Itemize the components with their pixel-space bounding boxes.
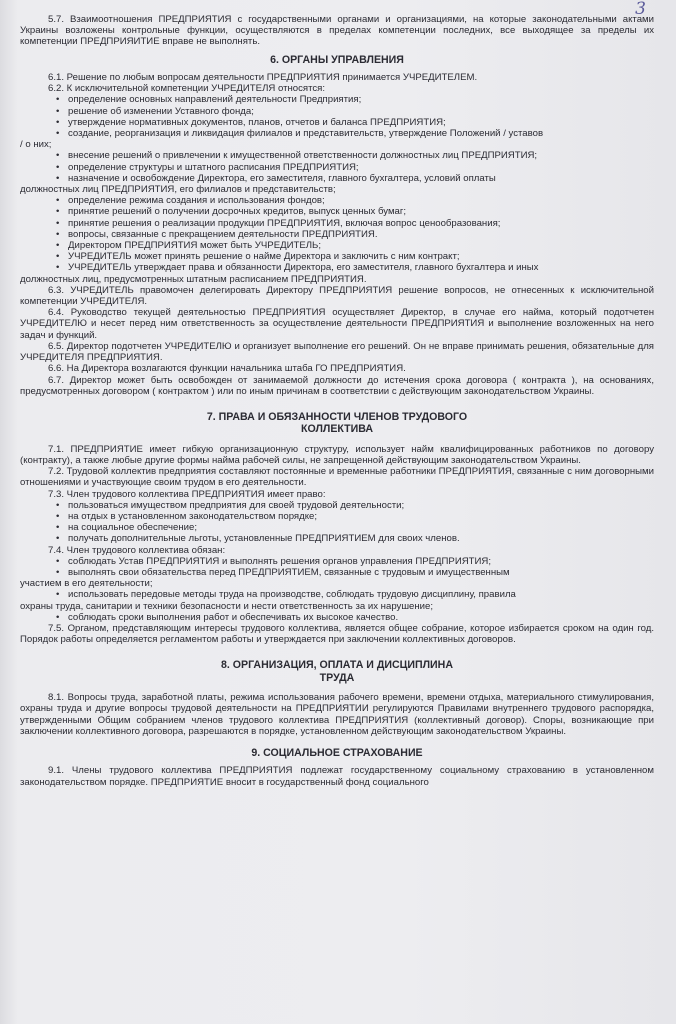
- list-item-continuation: должностных лиц, предусмотренных штатным расписанием ПРЕДПРИЯТИЯ.: [20, 273, 367, 285]
- list-item-continuation: охраны труда, санитарии и техники безопасности и нести ответственность за их нарушение;: [20, 600, 434, 612]
- section-9-heading: 9. СОЦИАЛЬНОЕ СТРАХОВАНИЕ: [251, 747, 423, 759]
- section-6-heading: 6. ОРГАНЫ УПРАВЛЕНИЯ: [270, 53, 404, 66]
- clause-6-4: 6.4. Руководство текущей деятельностью ПРЕДПРИЯТИЯ осуществляет Директор, в случае его найма, который подотчетен УЧРЕДИТЕЛЮ и несет перед ним ответственность за осуществление деятельности ПРЕДПРИЯТИЯ и выполнение возложенных на него задач и функций.: [20, 307, 654, 341]
- member-rights-list: [20, 500, 654, 545]
- section-7-heading-line2: КОЛЛЕКТИВА: [301, 423, 373, 436]
- list-item: • использовать передовые методы труда на производстве, соблюдать трудовую дисциплину, правила: [20, 589, 654, 600]
- list-item: • соблюдать сроки выполнения работ и обеспечивать их высокое качество.: [20, 612, 654, 623]
- clause-9-1: 9.1. Члены трудового коллектива ПРЕДПРИЯТИЯ подлежат государственному социальному страхованию в установленном законодательством порядке. ПРЕДПРИЯТИЕ вносит в государственный фонд социального: [20, 765, 654, 788]
- clause-7-3: 7.3. Член трудового коллектива ПРЕДПРИЯТИЯ имеет право:: [48, 488, 326, 500]
- clause-6-6: 6.6. На Директора возлагаются функции начальника штаба ГО ПРЕДПРИЯТИЯ.: [48, 363, 406, 375]
- list-item: • пользоваться имуществом предприятия для своей трудовой деятельности;: [20, 500, 654, 511]
- clause-7-5: 7.5. Органом, представляющим интересы трудового коллектива, является общее собрание, которое избирается сроком на один год. Порядок работы определяется регламентом работы и утверждается при заключении коллективных договоров.: [20, 622, 654, 646]
- section-7-heading-line1: 7. ПРАВА И ОБЯЗАННОСТИ ЧЛЕНОВ ТРУДОВОГО: [206, 410, 468, 423]
- clause-5-7: 5.7. Взаимоотношения ПРЕДПРИЯТИЯ с государственными органами и организациями, на которые законодательными актами Украины возложены контрольные функции, осуществляются в пределах компетенции последних, все выходящее за пределы их компетенции ПРЕДПРИЯИТИЕ вправе не выполнять.: [20, 14, 654, 48]
- clause-6-2: 6.2. К исключительной компетенции УЧРЕДИТЕЛЯ относятся:: [48, 83, 326, 95]
- clause-8-1: 8.1. Вопросы труда, заработной платы, режима использования рабочего времени, времени отдыха, материального стимулирования, охраны труда и другие вопросы трудовой деятельности на ПРЕДПРИЯТИИ регулируются Правилами внутреннего трудового распорядка, утвержденными Общим собранием членов трудового коллектива ПРЕДПРИЯТИЯ (коллективный договор). Споры, возникающие при заключении коллективного договора, разрешаются в порядке, установленном действующим законодательством Украины.: [20, 692, 654, 737]
- list-item: • выполнять свои обязательства перед ПРЕДПРИЯТИЕМ, связанные с трудовым и имущественным: [20, 567, 654, 578]
- list-item: • принятие решения о реализации продукции ПРЕДПРИЯТИЯ, включая вопрос ценообразования;: [20, 218, 654, 229]
- clause-7-4: 7.4. Член трудового коллектива обязан:: [48, 544, 226, 556]
- list-item: • утверждение нормативных документов, планов, отчетов и баланса ПРЕДПРИЯТИЯ;: [20, 117, 654, 128]
- clause-7-1: 7.1. ПРЕДПРИЯТИЕ имеет гибкую организационную структуру, использует найм квалифицированных работников по договору (контракту), а также любые другие формы найма рабочей силы, не запрещенной действующим законодательством Украины.: [20, 443, 654, 466]
- section-7-heading: [20, 411, 654, 436]
- list-item: • определение основных направлений деятельности Предприятия;: [20, 94, 654, 105]
- list-item: • принятие решений о получении досрочных кредитов, выпуск ценных бумаг;: [20, 206, 654, 217]
- list-item-continuation: должностных лиц ПРЕДПРИЯТИЯ, его филиалов и представительств;: [20, 184, 336, 196]
- section-8-heading-line2: ТРУДА: [319, 671, 355, 684]
- clause-7-2: 7.2. Трудовой коллектив предприятия составляют постоянные и временные работники ПРЕДПРИЯТИЯ, связанные с ним договорными отношениями и участвующие своим трудом в его деятельности.: [20, 466, 654, 489]
- list-item: • УЧРЕДИТЕЛЬ утверждает права и обязанности Директора, его заместителя, главного бухгалтера и иных: [20, 262, 654, 273]
- list-item: • назначение и освобождение Директора, его заместителя, главного бухгалтера, условий оплаты: [20, 173, 654, 184]
- list-item: • соблюдать Устав ПРЕДПРИЯТИЯ и выполнять решения органов управления ПРЕДПРИЯТИЯ;: [20, 556, 654, 567]
- handwritten-page-number: 3: [635, 0, 646, 19]
- list-item: • на отдых в установленном законодательством порядке;: [20, 511, 654, 522]
- list-item: • Директором ПРЕДПРИЯТИЯ может быть УЧРЕДИТЕЛЬ;: [20, 240, 654, 251]
- clause-6-7: 6.7. Директор может быть освобожден от занимаемой должности до истечения срока договора ( контракта ), на основаниях, предусмотренных договором ( контрактом ) или по иным причинам в соответствии с действующим законодательством Украины.: [20, 374, 654, 397]
- list-item: • внесение решений о привлечении к имущественной ответственности должностных лиц ПРЕДПРИЯТИЯ;: [20, 150, 654, 161]
- section-8-heading: [20, 659, 654, 684]
- clause-6-5: 6.5. Директор подотчетен УЧРЕДИТЕЛЮ и организует выполнение его решений. Он не вправе принимать решения, обязательные для УЧРЕДИТЕЛЯ ПРЕДПРИЯТИЯ.: [20, 340, 654, 364]
- clause-6-1: 6.1. Решение по любым вопросам деятельности ПРЕДПРИЯТИЯ принимается УЧРЕДИТЕЛЕМ.: [48, 72, 478, 84]
- list-item: • решение об изменении Уставного фонда;: [20, 106, 654, 117]
- member-duties-list: [20, 556, 654, 623]
- list-item: • вопросы, связанные с прекращением деятельности ПРЕДПРИЯТИЯ.: [20, 229, 654, 240]
- list-item: • определение режима создания и использования фондов;: [20, 195, 654, 206]
- list-item: • создание, реорганизация и ликвидация филиалов и представительств, утверждение Положений / уставов: [20, 128, 654, 139]
- clause-6-3: 6.3. УЧРЕДИТЕЛЬ правомочен делегировать Директору ПРЕДПРИЯТИЯ решение вопросов, не отнесенных к исключительной компетенции УЧРЕДИТЕЛЯ.: [20, 284, 654, 308]
- list-item: • на социальное обеспечение;: [20, 522, 654, 533]
- list-item: • определение структуры и штатного расписания ПРЕДПРИЯТИЯ;: [20, 162, 654, 173]
- founder-competence-list: [20, 94, 654, 284]
- list-item: • получать дополнительные льготы, установленные ПРЕДПРИЯТИЕМ для своих членов.: [20, 533, 654, 544]
- list-item-continuation: / о них;: [20, 139, 52, 151]
- section-8-heading-line1: 8. ОРГАНИЗАЦИЯ, ОПЛАТА И ДИСЦИПЛИНА: [221, 659, 453, 672]
- list-item: • УЧРЕДИТЕЛЬ может принять решение о найме Директора и заключить с ним контракт;: [20, 251, 654, 262]
- list-item-continuation: участием в его деятельности;: [20, 578, 153, 590]
